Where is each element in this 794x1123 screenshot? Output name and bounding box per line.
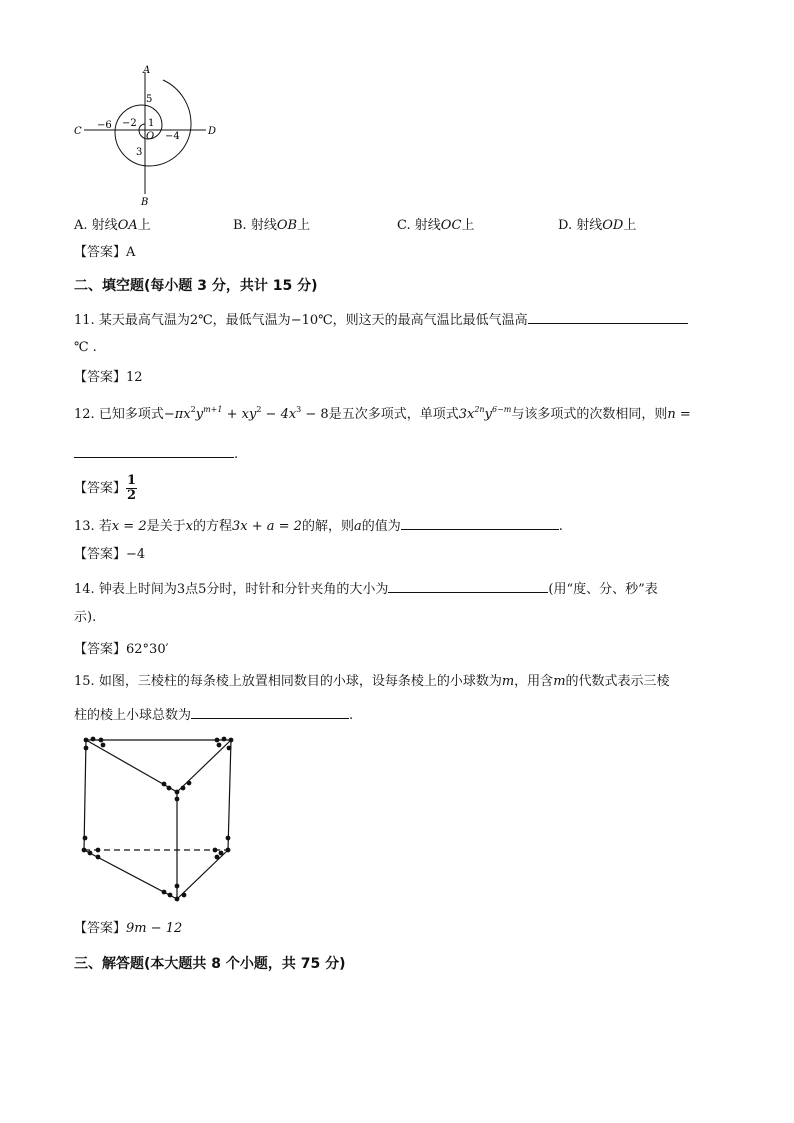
svg-text:O: O [146,131,155,142]
svg-text:−6: −6 [97,120,112,131]
svg-text:5: 5 [146,94,153,105]
question-15-line2: 柱的棱上小球总数为 . [74,704,353,725]
answer-fraction: $\frac{1}{2}$ [127,473,137,503]
svg-text:1: 1 [148,118,155,129]
svg-text:3: 3 [136,147,143,158]
answer-blank[interactable] [191,704,349,719]
q10-answer: 【答案】A [74,245,136,260]
section-3-title: 三、解答题(本大题共 8 个小题，共 75 分) [74,956,346,972]
q14-answer: 【答案】62°30′ [74,642,169,657]
answer-blank[interactable] [74,443,234,458]
q13-answer: 【答案】−4 [74,547,146,562]
option-a: A. 射线OA上 [74,218,151,233]
svg-text:−4: −4 [165,131,180,142]
option-d: D. 射线OD上 [558,218,637,233]
svg-text:−2: −2 [122,118,137,129]
question-12-line2: . [74,443,238,464]
question-13: 13. 若x = 2是关于x的方程3x + a = 2的解，则a的值为 . [74,515,563,536]
q15-answer: 【答案】9m − 12 [74,921,183,936]
svg-text:D: D [208,126,217,137]
section-2-title: 二、填空题(每小题 3 分，共计 15 分) [74,278,318,294]
option-c: C. 射线OC上 [397,218,475,233]
question-14-line2: 示). [74,610,97,625]
svg-text:B: B [141,197,149,208]
answer-blank[interactable] [528,309,688,324]
svg-text:A: A [143,65,151,76]
answer-blank[interactable] [388,578,548,593]
question-14: 14. 钟表上时间为3点5分时，时针和分针夹角的大小为 (用“度、分、秒”表 [74,578,658,599]
spiral-figure [70,60,230,210]
svg-text:C: C [74,126,82,137]
question-11: 11. 某天最高气温为2℃，最低气温为−10℃，则这天的最高气温比最低气温高 [74,309,688,330]
question-11-unit: ℃ . [74,340,97,355]
answer-blank[interactable] [401,515,559,530]
question-15: 15. 如图，三棱柱的每条棱上放置相同数目的小球，设每条棱上的小球数为m，用含m的代数式表示三棱 [74,674,670,689]
option-b: B. 射线OB上 [233,218,311,233]
q12-answer: 【答案】 $\frac{1}{2}$ [74,473,137,503]
q11-answer: 【答案】12 [74,370,143,385]
prism-figure [76,732,241,912]
question-12: 12. 已知多项式$-\pi x^2y^{m+1} + xy^2 - 4x^3 - 8$是五次多项式，单项式$3x^{2n}y^{6-m}$与该多项式的次数相同，则n = [74,405,691,422]
